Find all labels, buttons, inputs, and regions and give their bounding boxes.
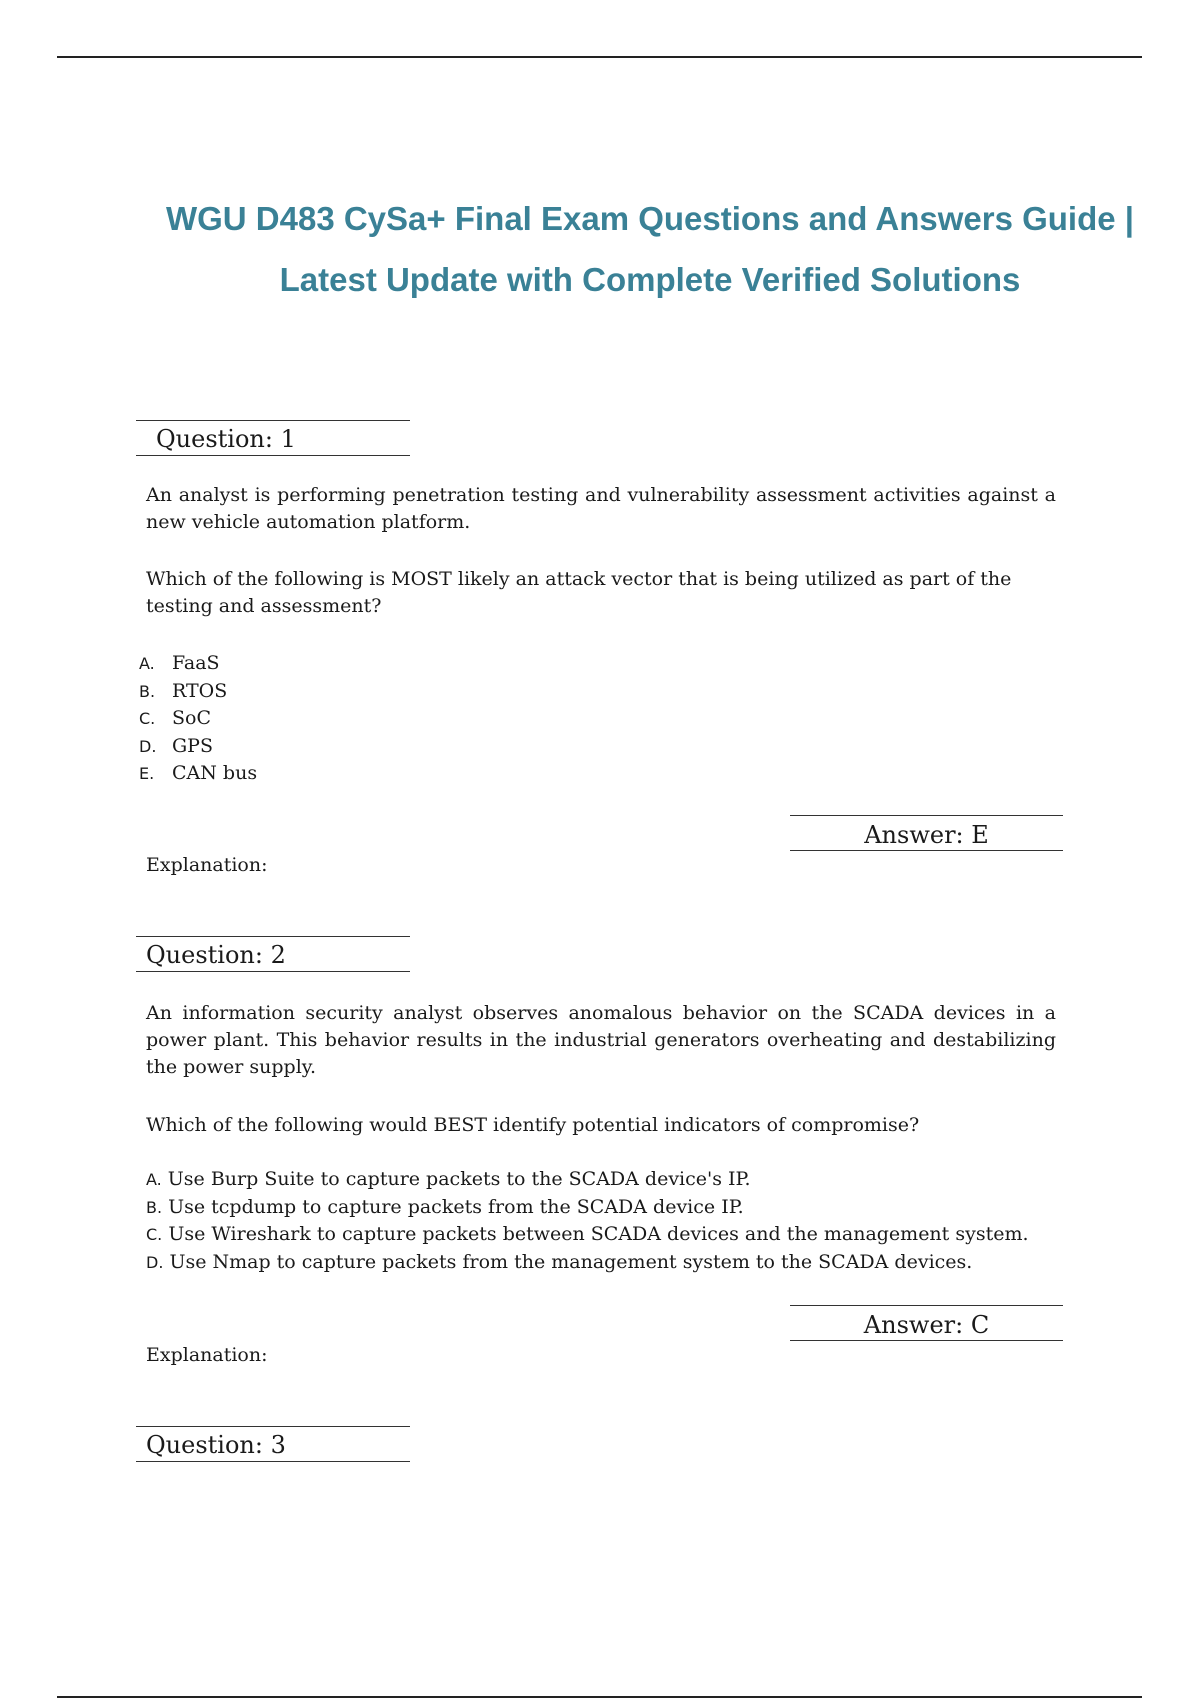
question-2-explanation-label: Explanation: [146, 1344, 268, 1366]
question-2-stem: An information security analyst observes anomalous behavior on the SCADA devices in a power plant. This behavior results in the industrial generators overheating and destabilizing the power supply. [146, 1002, 1056, 1078]
option-b: B. RTOS [139, 679, 228, 702]
page-top-rule [57, 56, 1142, 58]
title-line-1: WGU D483 CySa+ Final Exam Questions and Answers Guide | [165, 200, 1135, 237]
question-1-answer: Answer: E [790, 815, 1063, 851]
question-2-prompt: Which of the following would BEST identify potential indicators of compromise? [146, 1114, 920, 1136]
option-c: C. SoC [139, 707, 211, 729]
question-2-answer: Answer: C [790, 1305, 1063, 1341]
question-1-explanation-label: Explanation: [146, 854, 268, 876]
question-2-options [146, 1166, 1029, 1276]
option-a: A. FaaS [139, 652, 220, 674]
question-1-prompt: Which of the following is MOST likely an attack vector that is being utilized as part of the testing and assessment? [146, 568, 1012, 617]
question-1-heading: Question: 1 [136, 420, 410, 456]
page-bottom-rule [57, 1696, 1142, 1698]
option-b: B. Use tcpdump to capture packets from the SCADA device IP. [146, 1195, 744, 1218]
question-3-heading: Question: 3 [136, 1426, 410, 1462]
question-1-stem: An analyst is performing penetration testing and vulnerability assessment activities against a new vehicle automation platform. [146, 484, 1056, 533]
option-a: A. Use Burp Suite to capture packets to the SCADA device's IP. [146, 1168, 751, 1190]
question-2-heading: Question: 2 [136, 936, 410, 972]
document-title [100, 188, 1200, 310]
title-line-2: Latest Update with Complete Verified Solutions [279, 261, 1021, 298]
option-d: D. GPS [139, 734, 213, 757]
question-1-options [139, 650, 257, 788]
option-d: D. Use Nmap to capture packets from the management system to the SCADA devices. [146, 1250, 973, 1273]
option-c: C. Use Wireshark to capture packets between SCADA devices and the management system. [146, 1223, 1029, 1245]
option-e: E. CAN bus [139, 762, 258, 784]
